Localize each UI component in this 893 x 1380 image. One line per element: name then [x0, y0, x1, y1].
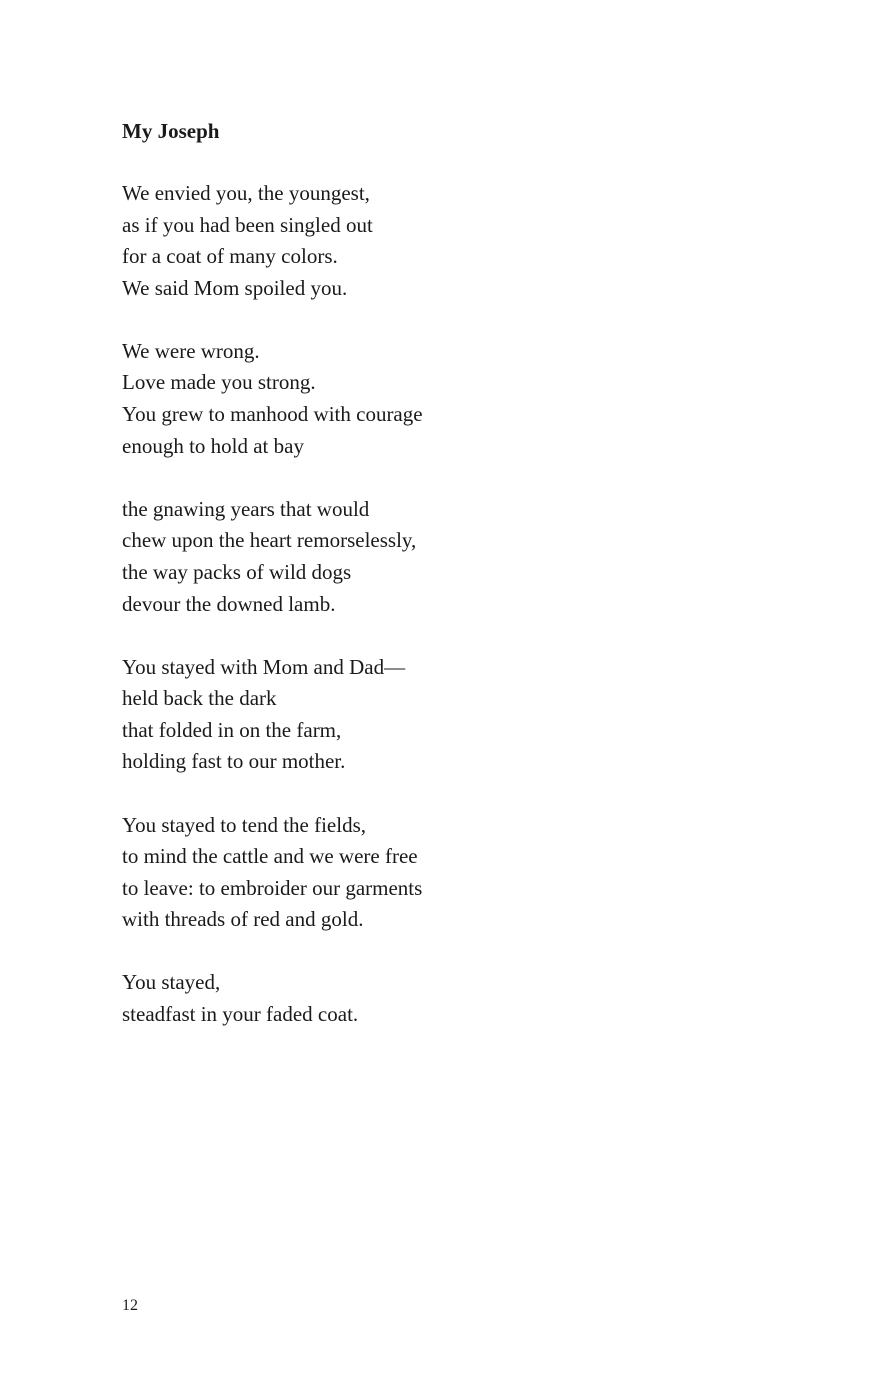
- poem-title: My Joseph: [122, 119, 220, 143]
- poem-line: to mind the cattle and we were free: [122, 844, 418, 869]
- poem-line: chew upon the heart remorselessly,: [122, 528, 417, 553]
- poem-line: to leave: to embroider our garments: [122, 875, 423, 900]
- stanza-5: [122, 810, 822, 936]
- stanza-2: [122, 336, 822, 462]
- stanza-6: [122, 967, 822, 1030]
- stanza-3: [122, 494, 822, 620]
- poem-body: [122, 178, 822, 1062]
- poem-line: that folded in on the farm,: [122, 717, 342, 742]
- poem-line: devour the downed lamb.: [122, 591, 336, 616]
- poem-line: We envied you, the youngest,: [122, 181, 370, 205]
- poem-line: You stayed,: [122, 970, 221, 995]
- poem-line: as if you had been singled out: [122, 212, 373, 237]
- poem-line: steadfast in your faded coat.: [122, 1001, 359, 1026]
- poem-line: Love made you strong.: [122, 370, 316, 395]
- poem-line: for a coat of many colors.: [122, 244, 338, 269]
- page-number: 12: [122, 1297, 138, 1314]
- stanza-1: [122, 178, 822, 304]
- poem-line: You stayed with Mom and Dad—: [122, 654, 406, 679]
- poem-line: You grew to manhood with courage: [122, 402, 423, 427]
- poem-line: We were wrong.: [122, 338, 260, 363]
- poem-line: held back the dark: [122, 686, 277, 711]
- poem-line: enough to hold at bay: [122, 433, 304, 458]
- poem-line: the gnawing years that would: [122, 496, 370, 521]
- poem-line: holding fast to our mother.: [122, 749, 346, 774]
- stanza-4: [122, 652, 822, 778]
- poem-line: the way packs of wild dogs: [122, 559, 352, 584]
- poem-line: with threads of red and gold.: [122, 907, 364, 932]
- poem-line: We said Mom spoiled you.: [122, 275, 348, 300]
- poem-line: You stayed to tend the fields,: [122, 812, 367, 837]
